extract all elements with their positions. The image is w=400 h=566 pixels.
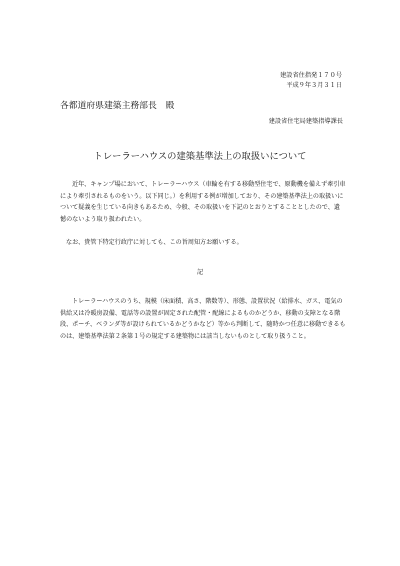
sender: 建設省住宅局建築指導課長 [268, 118, 343, 125]
ki-heading: 記 [196, 269, 204, 276]
body-paragraph-note: なお、貴管下特定行政庁に対しても、この旨周知方お願いする。 [66, 239, 243, 246]
document-date: 平成９年３月３１日 [286, 82, 342, 89]
document-title: トレーラーハウスの建築基準法上の取扱いについて [93, 151, 307, 162]
document-number: 建設省住指発１７０号 [280, 72, 342, 79]
body-paragraph-intro: 近年、キャンプ場において、トレーラーハウス（車輪を有する移動型住宅で、原動機を備えず牽引車により牽引されるものをいう。以下同じ。）を利用する例が増加しており、その建築基準法上の取扱いについて疑義を生じている向きもあるため、今般、その取扱いを下記のとおりとすることとしたので、遺憾のないよう取り扱われたい。 [60, 181, 346, 223]
addressee: 各都道府県建築主務部長 殿 [60, 101, 175, 111]
body-paragraph-ruling: トレーラーハウスのうち、規模（床面積、高さ、階数等）、形態、設置状況（給排水、ガス、電気の供給又は冷暖房設備、電話等の設置が固定された配管・配線によるものかどうか、移動の支障となる階段、ポーチ、ベランダ等が設けられているかどうかなど）等から判断して、随時かつ任意に移動できるものは、建築基準法第２条第１号の規定する建築物には該当しないものとして取り扱うこと。 [60, 298, 346, 340]
